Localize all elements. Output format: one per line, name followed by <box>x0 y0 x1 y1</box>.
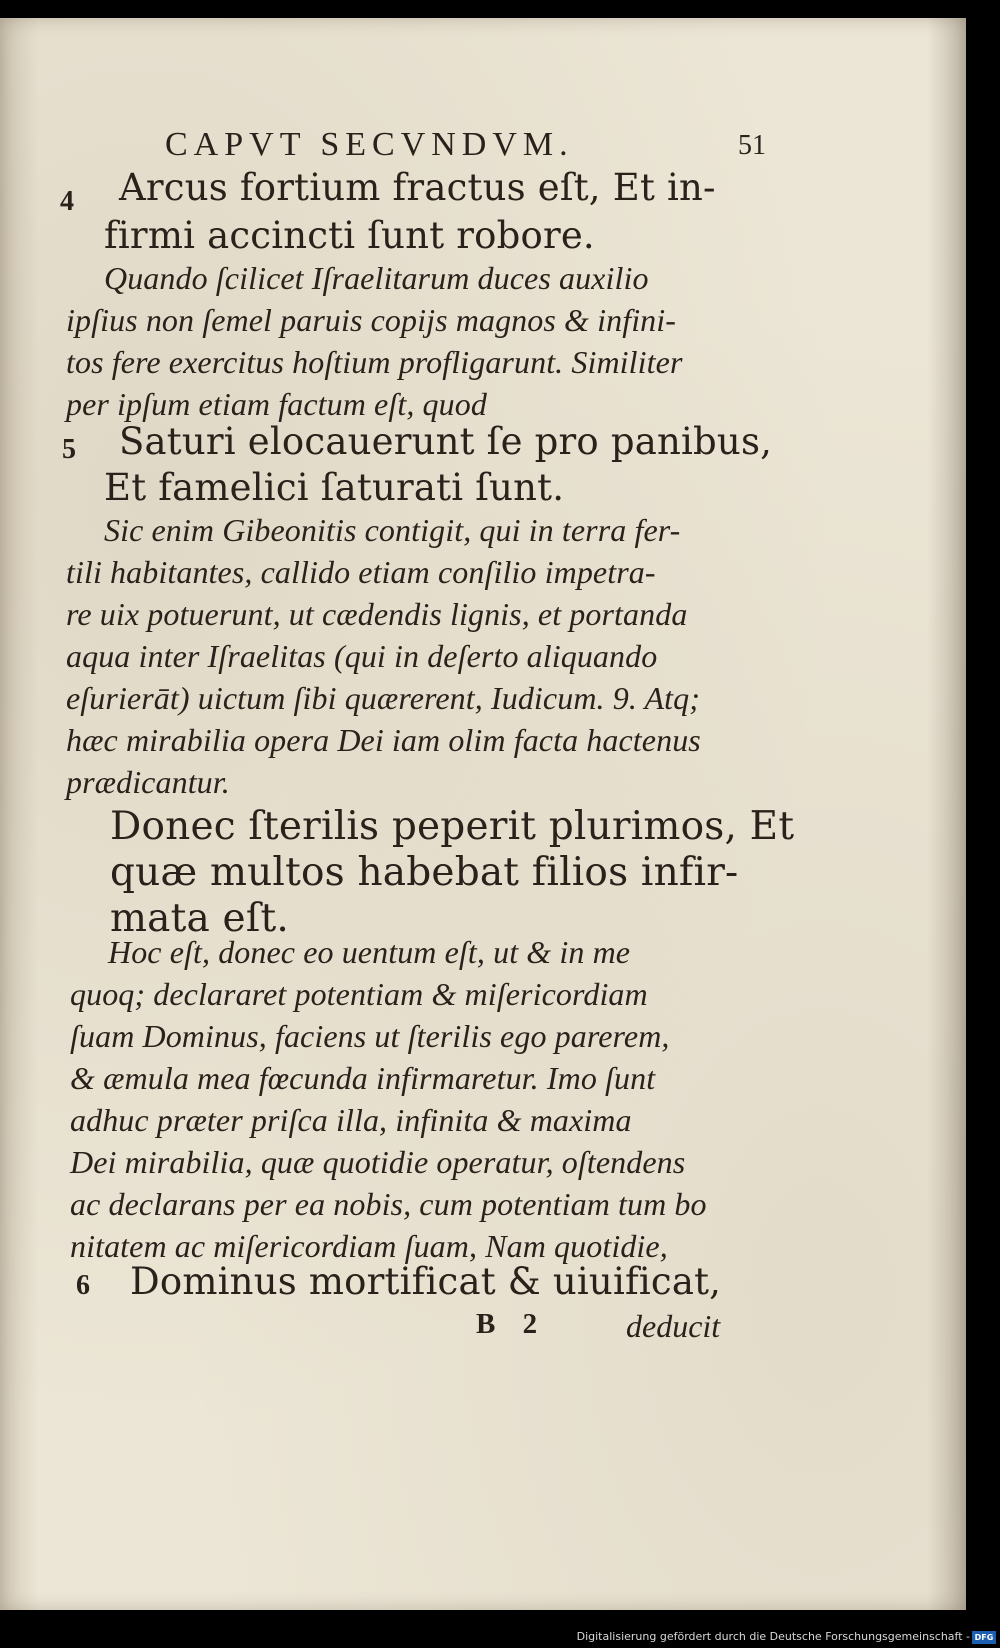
commentary-line: prædicantur. <box>66 764 230 800</box>
commentary-line: Sic enim Gibeonitis contigit, qui in terra fer- <box>104 512 681 548</box>
footer-bar <box>0 1626 1000 1648</box>
verse-line: Et famelici ſaturati ſunt. <box>104 466 565 509</box>
commentary-line: Dei mirabilia, quæ quotidie operatur, oſtendens <box>70 1144 686 1180</box>
commentary-line: tili habitantes, callido etiam conſilio impetra- <box>66 554 656 590</box>
commentary-line: eſurierāt) uictum ſibi quærerent, Iudicum. 9. Atq; <box>66 680 700 716</box>
running-header: CAPVT SECVNDVM. <box>165 126 574 163</box>
commentary-line: adhuc præter priſca illa, infinita & maxima <box>70 1102 632 1138</box>
commentary-line: aqua inter Iſraelitas (qui in deſerto aliquando <box>66 638 658 674</box>
verse-line: Saturi elocauerunt ſe pro panibus, <box>119 420 773 463</box>
commentary-line: ipſius non ſemel paruis copijs magnos & infini- <box>66 302 677 338</box>
verse-number: 4 <box>60 186 74 217</box>
commentary-line: ac declarans per ea nobis, cum potentiam tum bo <box>70 1186 707 1222</box>
commentary-line: Quando ſcilicet Iſraelitarum duces auxilio <box>104 260 649 296</box>
catchword: deducit <box>626 1308 721 1344</box>
verse-line: mata eſt. <box>110 896 289 941</box>
book-page <box>0 18 966 1610</box>
verse-number: 6 <box>76 1270 90 1301</box>
commentary-line: quoq; declararet potentiam & miſericordiam <box>70 976 648 1012</box>
verse-line: Arcus fortium fractus eſt, Et in- <box>119 166 716 209</box>
commentary-line: tos fere exercitus hoſtium profligarunt. Similiter <box>66 344 683 380</box>
verse-line: firmi accincti ſunt robore. <box>104 214 595 257</box>
commentary-line: & æmula mea fœcunda infirmaretur. Imo ſunt <box>70 1060 656 1096</box>
funding-credit: Digitalisierung gefördert durch die Deutsche Forschungsgemeinschaft - <box>576 1630 970 1643</box>
folio-number: 51 <box>738 130 766 161</box>
commentary-line: ſuam Dominus, faciens ut ſterilis ego parerem, <box>70 1018 670 1054</box>
verse-number: 5 <box>62 434 76 465</box>
verse-line: Dominus mortificat & uiuificat, <box>130 1260 722 1303</box>
verse-line: Donec ſterilis peperit plurimos, Et <box>110 804 795 849</box>
commentary-line: hæc mirabilia opera Dei iam olim facta hactenus <box>66 722 701 758</box>
commentary-line: re uix potuerunt, ut cædendis lignis, et portanda <box>66 596 688 632</box>
signature-mark: B 2 <box>476 1308 548 1340</box>
commentary-line: Hoc eſt, donec eo uentum eſt, ut & in me <box>108 934 631 970</box>
dfg-logo: DFG <box>972 1631 996 1644</box>
commentary-line: nitatem ac miſericordiam ſuam, Nam quotidie, <box>70 1228 668 1264</box>
verse-line: quæ multos habebat filios infir- <box>110 850 739 895</box>
commentary-line: per ipſum etiam factum eſt, quod <box>66 386 487 422</box>
